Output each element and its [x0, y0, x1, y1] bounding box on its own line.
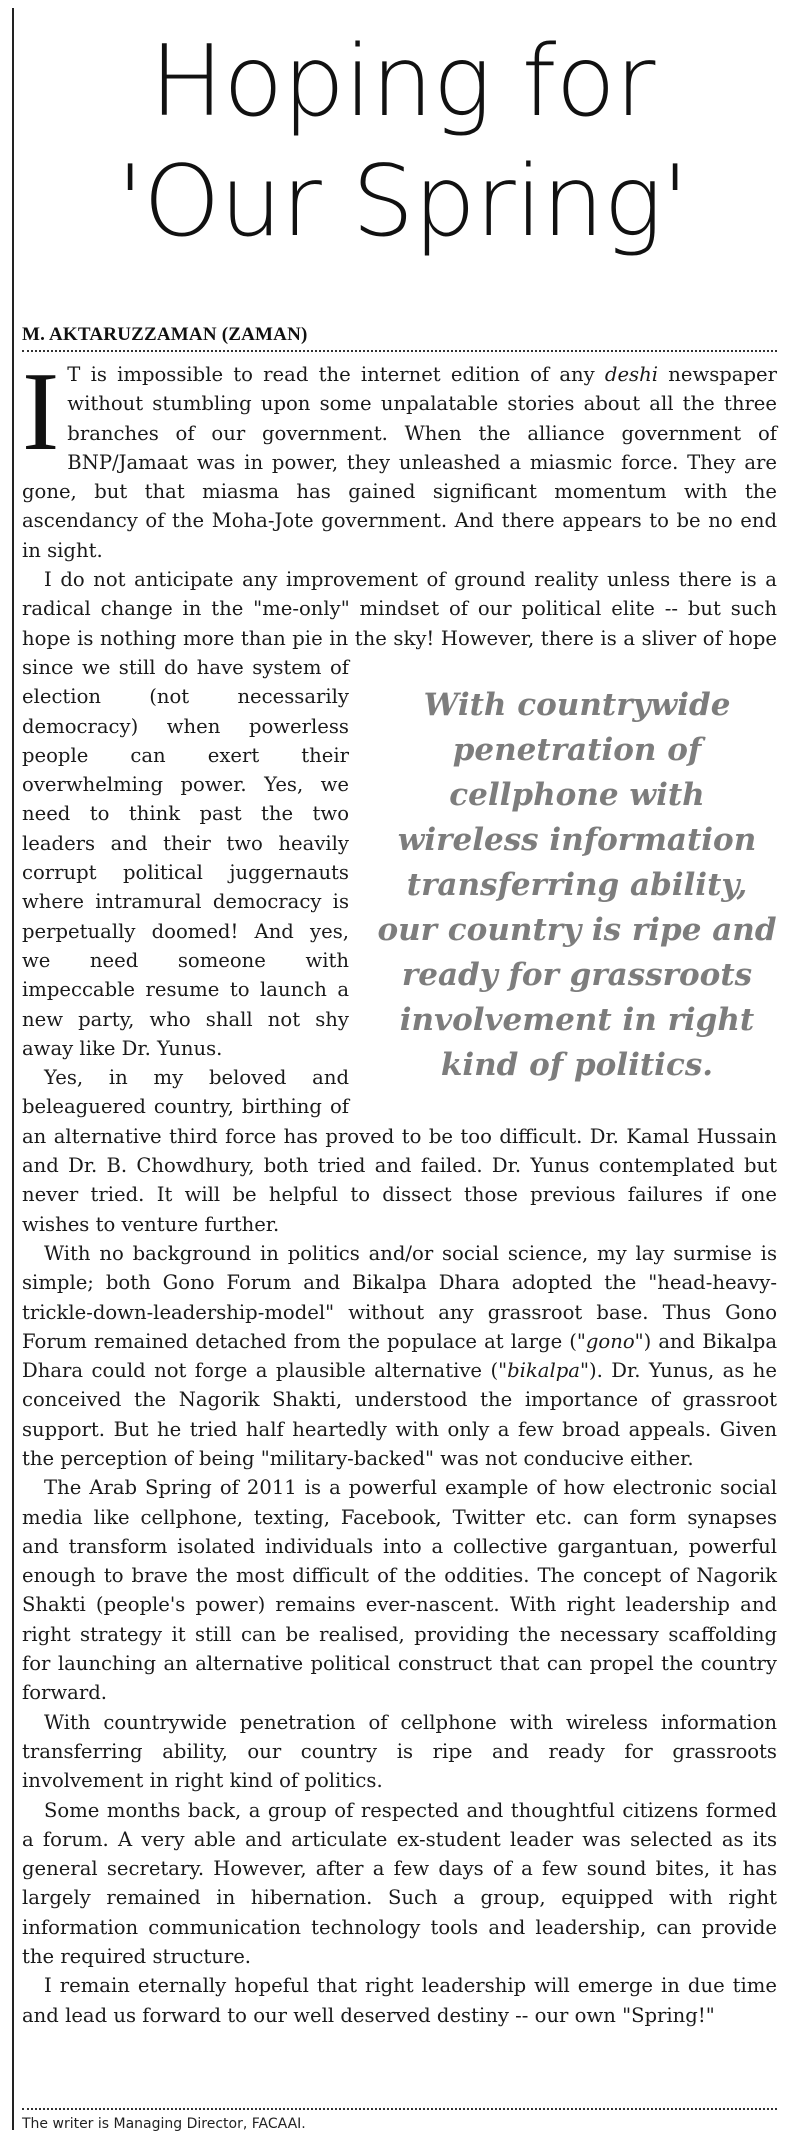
paragraph-2: I do not anticipate any improvement of ground reality unless there is a radical change in the "me-only" mindset of our political elite -- but such hope is nothing more than pie in the sky! However, there is a sliver of hope since we still do have With countrywide penetration of cellphone with wireless information transferring ability, our country is ripe and ready for grassroots involvement in right kind of politics. system of election (not necessarily democracy) when powerless people can exert their overwhelming power. Yes, we need to think past the two leaders and their two heavily corrupt political juggernauts where intramural democracy is perpetually doomed! And yes, we need someone with impeccable resume to launch a new party, who shall not shy away like Dr. Yunus.	[22, 565, 777, 1063]
paragraph-7: Some months back, a group of respected and thoughtful citizens formed a forum. A very able and articulate ex-student leader was selected as its general secretary. However, after a few days of a few sound bites, it has largely remained in hibernation. Such a group, equipped with right information communication technology tools and leadership, can provide the required structure.	[22, 1798, 777, 1969]
footer-divider	[22, 2108, 777, 2110]
headline-line-1: Hoping for	[150, 25, 655, 139]
byline: M. AKTARUZZAMAN (ZAMAN)	[22, 324, 308, 345]
drop-cap: I	[22, 350, 60, 474]
headline	[14, 22, 791, 262]
paragraph-5: The Arab Spring of 2011 is a powerful example of how electronic social media like cellphone, texting, Facebook, Twitter etc. can form synapses and transform isolated individuals into a collective gargantuan, powerful enough to brave the most difficult of the oddities. The concept of Nagorik Shakti (people's power) remains ever-nascent. With right leadership and right strategy it still can be realised, providing the necessary scaffolding for launching an alternative political construct that can propel the country forward.	[22, 1476, 777, 1705]
paragraph-8: I remain eternally hopeful that right leadership will emerge in due time and lead us forward to our well deserved destiny -- our own "Spring!"	[22, 1974, 777, 2027]
paragraph-1: I T is impossible to read the internet edition of any deshi newspaper without stumbling upon some unpalatable stories about all the three branches of our government. When the alliance government of BNP/Jamaat was in power, they unleashed a miasmic force. They are gone, but that miasma has gained significant momentum with the ascendancy of the Moha-Jote government. And there appears to be no end in sight.	[22, 350, 777, 562]
byline-divider	[22, 350, 777, 352]
article-body	[22, 350, 778, 2030]
author-note: The writer is Managing Director, FACAAI.	[22, 2116, 306, 2132]
left-column-rule	[12, 8, 14, 2130]
paragraph-3: Yes, in my beloved and beleaguered country, birthing of an alternative third force has proved to be too difficult. Dr. Kamal Hussain and Dr. B. Chowdhury, both tried and failed. Dr. Yunus contemplated but never tried. It will be helpful to dissect those previous failures if one wishes to venture further.	[22, 1066, 777, 1236]
paragraph-6: With countrywide penetration of cellphone with wireless information transferring ability, our country is ripe and ready for grassroots involvement in right kind of politics.	[22, 1710, 777, 1793]
paragraph-4: With no background in politics and/or social science, my lay surmise is simple; both Gono Forum and Bikalpa Dhara adopted the "head-heavy-trickle-down-leadership-model" without any grassroot base. Thus Gono Forum remained detached from the populace at large ("gono") and Bikalpa Dhara could not forge a plausible alternative ("bikalpa"). Dr. Yunus, as he conceived the Nagorik Shakti, understood the importance of grassroot support. But he tried half heartedly with only a few broad appeals. Given the perception of being "military-backed" was not conducive either.	[22, 1241, 778, 1470]
pull-quote: With countrywide penetration of cellphone with wireless information transferring ability, our country is ripe and ready for grassroots involvement in right kind of politics.	[377, 686, 777, 1083]
headline-line-2: 'Our Spring'	[116, 145, 689, 259]
